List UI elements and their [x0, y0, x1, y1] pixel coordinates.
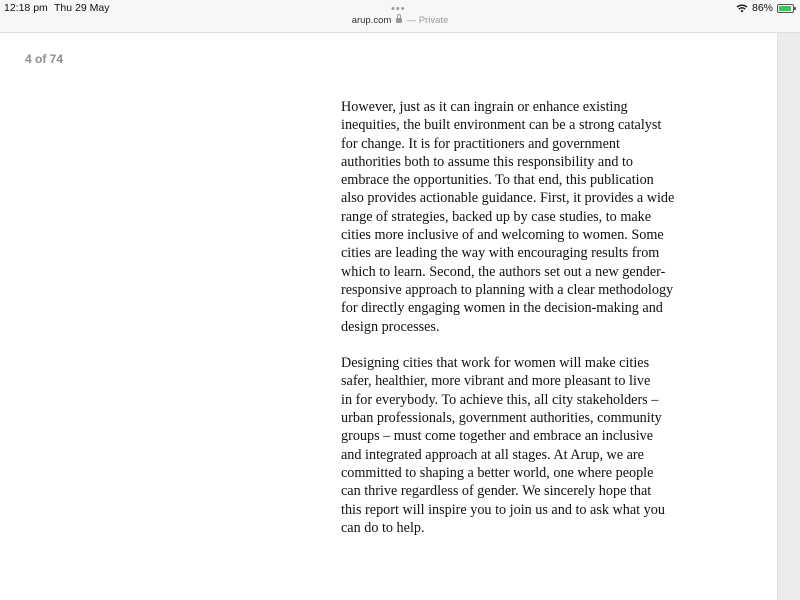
- text-line: groups – must come together and embrace an inclusive: [341, 428, 654, 445]
- battery-cap: [794, 7, 796, 10]
- text-line: this report will inspire you to join us and to ask what you: [341, 501, 665, 518]
- text-line: urban professionals, government authorities, community: [341, 410, 662, 427]
- text-line: Designing cities that work for women will make cities: [341, 355, 650, 372]
- text-line: can thrive regardless of gender. We sincerely hope that: [341, 483, 652, 500]
- text-line: cities more inclusive of and welcoming to women. Some: [341, 227, 664, 244]
- text-line: and integrated approach at all stages. At Arup, we are: [341, 446, 644, 463]
- text-line: can do to help.: [341, 519, 425, 536]
- wifi-icon: [736, 4, 748, 13]
- browser-status-bar: [0, 0, 800, 33]
- battery-percent: 86%: [751, 2, 773, 14]
- page-counter: 4 of 74: [25, 52, 64, 66]
- text-line: design processes.: [341, 318, 440, 335]
- text-line: range of strategies, backed up by case studies, to make: [341, 208, 652, 225]
- text-line: safer, healthier, more vibrant and more pleasant to live: [341, 373, 651, 390]
- document-body: [341, 98, 711, 537]
- text-line: However, just as it can ingrain or enhance existing: [341, 99, 628, 115]
- text-line: inequities, the built environment can be a strong catalyst: [341, 117, 662, 134]
- text-line: for change. It is for practitioners and government: [341, 135, 620, 152]
- document-paragraph: [341, 98, 711, 336]
- status-time: 12:18 pm: [4, 2, 48, 14]
- status-indicators: [736, 2, 794, 14]
- scroll-edge[interactable]: [777, 33, 800, 600]
- battery-charging-icon: [777, 4, 794, 13]
- text-line: cities are leading the way with encouraging results from: [341, 245, 660, 262]
- text-line: for directly engaging women in the decision-making and: [341, 300, 663, 317]
- text-line: authorities both to assume this responsibility and to: [341, 153, 634, 170]
- text-line: embrace the opportunities. To that end, this publication: [341, 172, 654, 189]
- ellipsis-icon[interactable]: •••: [391, 3, 406, 15]
- text-line: committed to shaping a better world, one where people: [341, 464, 654, 481]
- status-date: Thu 29 May: [54, 2, 110, 14]
- private-label: — Private: [406, 15, 449, 26]
- text-line: also provides actionable guidance. First, it provides a wide: [341, 190, 675, 207]
- document-paragraph: [341, 354, 711, 537]
- address-bar[interactable]: [0, 15, 800, 26]
- text-line: responsive approach to planning with a clear methodology: [341, 281, 674, 298]
- lock-icon: [396, 18, 402, 23]
- battery-level: [779, 6, 791, 11]
- text-line: which to learn. Second, the authors set out a new gender-: [341, 263, 666, 280]
- text-line: in for everybody. To achieve this, all city stakeholders –: [341, 391, 659, 408]
- url-text[interactable]: arup.com: [351, 15, 392, 26]
